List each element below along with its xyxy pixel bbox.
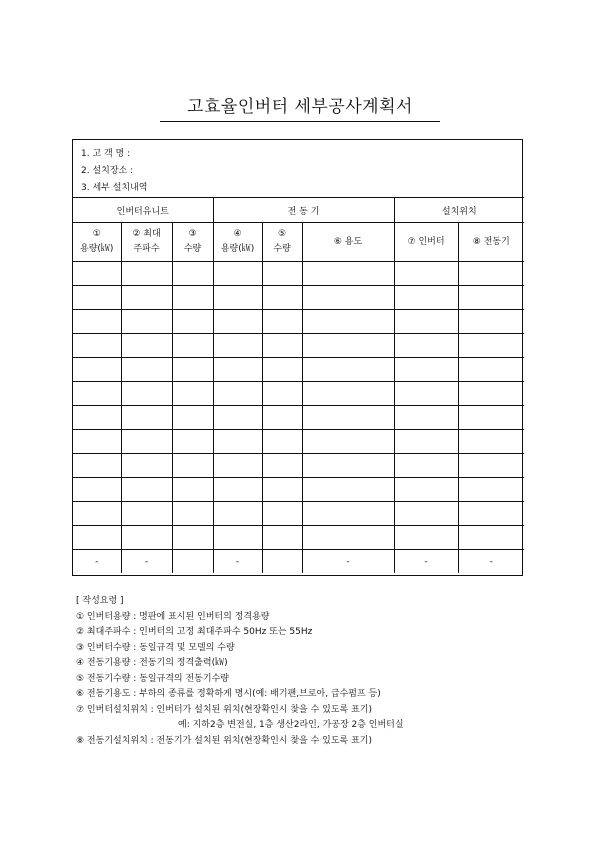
table-cell[interactable] bbox=[262, 382, 302, 406]
table-cell[interactable] bbox=[302, 334, 394, 358]
guide-item: ⑦ 인버터설치위치 : 인버터가 설치된 위치(현장확인시 찾을 수 있도록 표기) bbox=[76, 704, 372, 715]
col-motor-location: ⑧ 전동기 bbox=[458, 223, 524, 262]
summary-cell: - bbox=[302, 550, 394, 574]
group-header-motor: 전 동 기 bbox=[213, 198, 394, 223]
table-cell[interactable] bbox=[73, 502, 121, 526]
table-cell[interactable] bbox=[302, 262, 394, 286]
table-cell[interactable] bbox=[172, 478, 213, 502]
table-cell[interactable] bbox=[262, 502, 302, 526]
table-cell[interactable] bbox=[302, 286, 394, 310]
guide-heading: [ 작성요령 ] bbox=[76, 596, 124, 606]
table-cell[interactable] bbox=[121, 478, 172, 502]
table-cell[interactable] bbox=[458, 334, 524, 358]
table-cell[interactable] bbox=[262, 430, 302, 454]
table-cell[interactable] bbox=[172, 286, 213, 310]
table-cell[interactable] bbox=[302, 358, 394, 382]
table-cell[interactable] bbox=[262, 358, 302, 382]
summary-cell: - bbox=[213, 550, 262, 574]
table-cell[interactable] bbox=[213, 430, 262, 454]
table-cell[interactable] bbox=[73, 454, 121, 478]
install-details-line: 3. 세부 설치내역 bbox=[81, 183, 148, 193]
table-cell[interactable] bbox=[213, 286, 262, 310]
table-cell[interactable] bbox=[394, 526, 458, 550]
summary-cell: - bbox=[73, 550, 121, 574]
table-cell[interactable] bbox=[213, 334, 262, 358]
table-cell[interactable] bbox=[458, 430, 524, 454]
page-title: 고효율인버터 세부공사계획서 bbox=[160, 92, 440, 122]
summary-cell: - bbox=[121, 550, 172, 574]
col-max-frequency: ② 최대 주파수 bbox=[121, 223, 172, 262]
table-cell[interactable] bbox=[73, 358, 121, 382]
table-cell[interactable] bbox=[73, 382, 121, 406]
table-cell[interactable] bbox=[302, 430, 394, 454]
table-cell[interactable] bbox=[458, 286, 524, 310]
table-row bbox=[73, 454, 524, 478]
col-inverter-quantity: ③ 수량 bbox=[172, 223, 213, 262]
guide-item: ④ 전동기용량 : 전동기의 정격출력(㎾) bbox=[76, 658, 228, 668]
table-cell[interactable] bbox=[172, 502, 213, 526]
group-header-inverter-unit: 인버터유니트 bbox=[73, 198, 213, 223]
table-cell[interactable] bbox=[458, 310, 524, 334]
table-cell[interactable] bbox=[172, 382, 213, 406]
table-cell[interactable] bbox=[73, 286, 121, 310]
table-cell[interactable] bbox=[458, 262, 524, 286]
table-cell[interactable] bbox=[73, 262, 121, 286]
table-cell[interactable] bbox=[262, 286, 302, 310]
col-inverter-capacity: ① 용량(㎾) bbox=[73, 223, 121, 262]
guide-item: ⑧ 전동기설치위치 : 전동기가 설치된 위치(현장확인시 찾을 수 있도록 표기) bbox=[76, 735, 372, 746]
table-cell[interactable] bbox=[394, 382, 458, 406]
group-header-install-location: 설치위치 bbox=[394, 198, 524, 223]
summary-cell bbox=[262, 550, 302, 574]
table-cell[interactable] bbox=[172, 526, 213, 550]
guide-item: ⑤ 전동기수량 : 동일규격의 전동기수량 bbox=[76, 673, 229, 684]
table-cell[interactable] bbox=[73, 334, 121, 358]
table-row bbox=[73, 430, 524, 454]
table-cell[interactable] bbox=[458, 454, 524, 478]
table-row bbox=[73, 406, 524, 430]
table-cell[interactable] bbox=[302, 502, 394, 526]
table-row bbox=[73, 526, 524, 550]
table-cell[interactable] bbox=[394, 406, 458, 430]
table-cell[interactable] bbox=[121, 262, 172, 286]
table-cell[interactable] bbox=[213, 526, 262, 550]
summary-cell: - bbox=[394, 550, 458, 574]
table-cell[interactable] bbox=[458, 526, 524, 550]
info-block bbox=[81, 146, 147, 197]
summary-row bbox=[73, 550, 524, 574]
table-cell[interactable] bbox=[458, 382, 524, 406]
table-cell[interactable] bbox=[458, 502, 524, 526]
table-cell[interactable] bbox=[262, 406, 302, 430]
table-cell[interactable] bbox=[262, 526, 302, 550]
table-row bbox=[73, 478, 524, 502]
table-cell[interactable] bbox=[121, 286, 172, 310]
table-cell[interactable] bbox=[394, 478, 458, 502]
table-cell[interactable] bbox=[302, 406, 394, 430]
table-cell[interactable] bbox=[121, 454, 172, 478]
guide-item: ② 최대주파수 : 인버터의 고정 최대주파수 50Hz 또는 55Hz bbox=[76, 627, 313, 637]
table-row bbox=[73, 286, 524, 310]
table-cell[interactable] bbox=[213, 502, 262, 526]
table-row bbox=[73, 502, 524, 526]
writing-guide bbox=[76, 594, 404, 749]
table-cell[interactable] bbox=[172, 406, 213, 430]
table-cell[interactable] bbox=[213, 358, 262, 382]
col-motor-quantity: ⑤ 수량 bbox=[262, 223, 302, 262]
col-motor-usage: ⑥ 용도 bbox=[302, 223, 394, 262]
table-cell[interactable] bbox=[394, 358, 458, 382]
table-cell[interactable] bbox=[213, 406, 262, 430]
guide-item: ⑥ 전동기용도 : 부하의 종류를 정확하게 명시(예: 배기팬,브로아, 급수펌프 등) bbox=[76, 689, 381, 699]
table-cell[interactable] bbox=[121, 358, 172, 382]
table-cell[interactable] bbox=[172, 454, 213, 478]
table-cell[interactable] bbox=[213, 478, 262, 502]
col-inverter-location: ⑦ 인버터 bbox=[394, 223, 458, 262]
summary-cell bbox=[172, 550, 213, 574]
table-cell[interactable] bbox=[73, 526, 121, 550]
table-cell[interactable] bbox=[172, 358, 213, 382]
table-cell[interactable] bbox=[262, 454, 302, 478]
table-row bbox=[73, 334, 524, 358]
plan-form bbox=[72, 139, 523, 576]
table-cell[interactable] bbox=[394, 286, 458, 310]
table-row bbox=[73, 382, 524, 406]
table-cell[interactable] bbox=[394, 502, 458, 526]
table-cell[interactable] bbox=[121, 430, 172, 454]
table-cell[interactable] bbox=[121, 310, 172, 334]
table-cell[interactable] bbox=[73, 478, 121, 502]
table-cell[interactable] bbox=[262, 310, 302, 334]
guide-example: 예: 지하2층 변전실, 1층 생산2라인, 가공장 2층 인버터실 bbox=[178, 720, 404, 730]
table-cell[interactable] bbox=[302, 526, 394, 550]
table-body bbox=[73, 262, 524, 550]
table-cell[interactable] bbox=[458, 478, 524, 502]
table-cell[interactable] bbox=[302, 382, 394, 406]
table-cell[interactable] bbox=[213, 382, 262, 406]
table-cell[interactable] bbox=[121, 526, 172, 550]
table-cell[interactable] bbox=[262, 334, 302, 358]
table-cell[interactable] bbox=[121, 334, 172, 358]
table-cell[interactable] bbox=[213, 262, 262, 286]
table-cell[interactable] bbox=[213, 310, 262, 334]
table-cell[interactable] bbox=[121, 382, 172, 406]
table-cell[interactable] bbox=[262, 262, 302, 286]
table-cell[interactable] bbox=[213, 454, 262, 478]
table-cell[interactable] bbox=[394, 334, 458, 358]
col-motor-capacity: ④ 용량(㎾) bbox=[213, 223, 262, 262]
table-cell[interactable] bbox=[73, 430, 121, 454]
table-cell[interactable] bbox=[121, 406, 172, 430]
table-cell[interactable] bbox=[394, 310, 458, 334]
table-cell[interactable] bbox=[394, 454, 458, 478]
table-cell[interactable] bbox=[121, 502, 172, 526]
table-row bbox=[73, 310, 524, 334]
table-cell[interactable] bbox=[458, 406, 524, 430]
table-row bbox=[73, 262, 524, 286]
table-cell[interactable] bbox=[302, 478, 394, 502]
table-cell[interactable] bbox=[172, 430, 213, 454]
guide-item: ① 인버터용량 : 명판에 표시된 인버터의 정격용량 bbox=[76, 611, 270, 622]
table-cell[interactable] bbox=[73, 406, 121, 430]
table-cell[interactable] bbox=[73, 310, 121, 334]
table-cell[interactable] bbox=[172, 310, 213, 334]
summary-cell: - bbox=[458, 550, 524, 574]
table-cell[interactable] bbox=[172, 262, 213, 286]
table-row bbox=[73, 358, 524, 382]
guide-item: ③ 인버터수량 : 동일규격 및 모델의 수량 bbox=[76, 642, 235, 653]
install-location-line: 2. 설치장소 : bbox=[81, 166, 134, 176]
install-table bbox=[73, 197, 524, 573]
customer-name-line: 1. 고 객 명 : bbox=[81, 149, 131, 159]
table-cell[interactable] bbox=[394, 430, 458, 454]
table-cell[interactable] bbox=[172, 334, 213, 358]
table-cell[interactable] bbox=[458, 358, 524, 382]
table-cell[interactable] bbox=[302, 454, 394, 478]
table-cell[interactable] bbox=[262, 478, 302, 502]
table-cell[interactable] bbox=[302, 310, 394, 334]
table-cell[interactable] bbox=[394, 262, 458, 286]
